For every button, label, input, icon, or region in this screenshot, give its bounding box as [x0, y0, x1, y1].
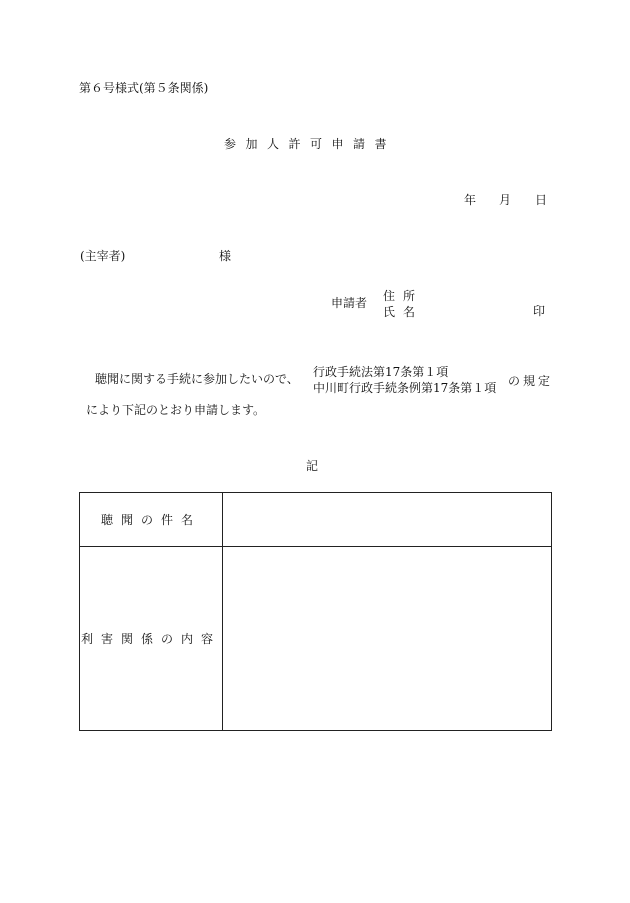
application-table — [79, 492, 552, 731]
regulated-text: の規定 — [508, 374, 554, 388]
hearing-subject-label: 聴聞の件名 — [80, 493, 223, 547]
name-label: 氏名 — [383, 305, 424, 319]
table-row — [80, 547, 552, 731]
organizer-label: (主宰者) — [80, 249, 126, 263]
document-title: 参加人許可申請書 — [224, 137, 397, 151]
interest-content-label: 利害関係の内容 — [80, 547, 223, 731]
intro-text-line1: 聴聞に関する手続に参加したいので、 — [95, 372, 299, 386]
law-option-1: 行政手続法第17条第１項 — [313, 365, 449, 379]
interest-content-field[interactable] — [223, 547, 552, 731]
law-option-2: 中川町行政手続条例第17条第１項 — [313, 381, 497, 395]
honorific-label: 様 — [219, 249, 232, 263]
ki-heading: 記 — [306, 459, 319, 473]
hearing-subject-field[interactable] — [223, 493, 552, 547]
address-label: 住所 — [383, 289, 424, 303]
intro-text-line2: により下記のとおり申請します。 — [86, 403, 266, 417]
seal-mark: 印 — [533, 304, 546, 318]
date-year-label: 年 — [464, 193, 477, 207]
table-row — [80, 493, 552, 547]
date-month-label: 月 — [499, 193, 512, 207]
form-number: 第６号様式(第５条関係) — [79, 81, 209, 95]
date-day-label: 日 — [535, 193, 548, 207]
applicant-label: 申請者 — [331, 296, 368, 310]
